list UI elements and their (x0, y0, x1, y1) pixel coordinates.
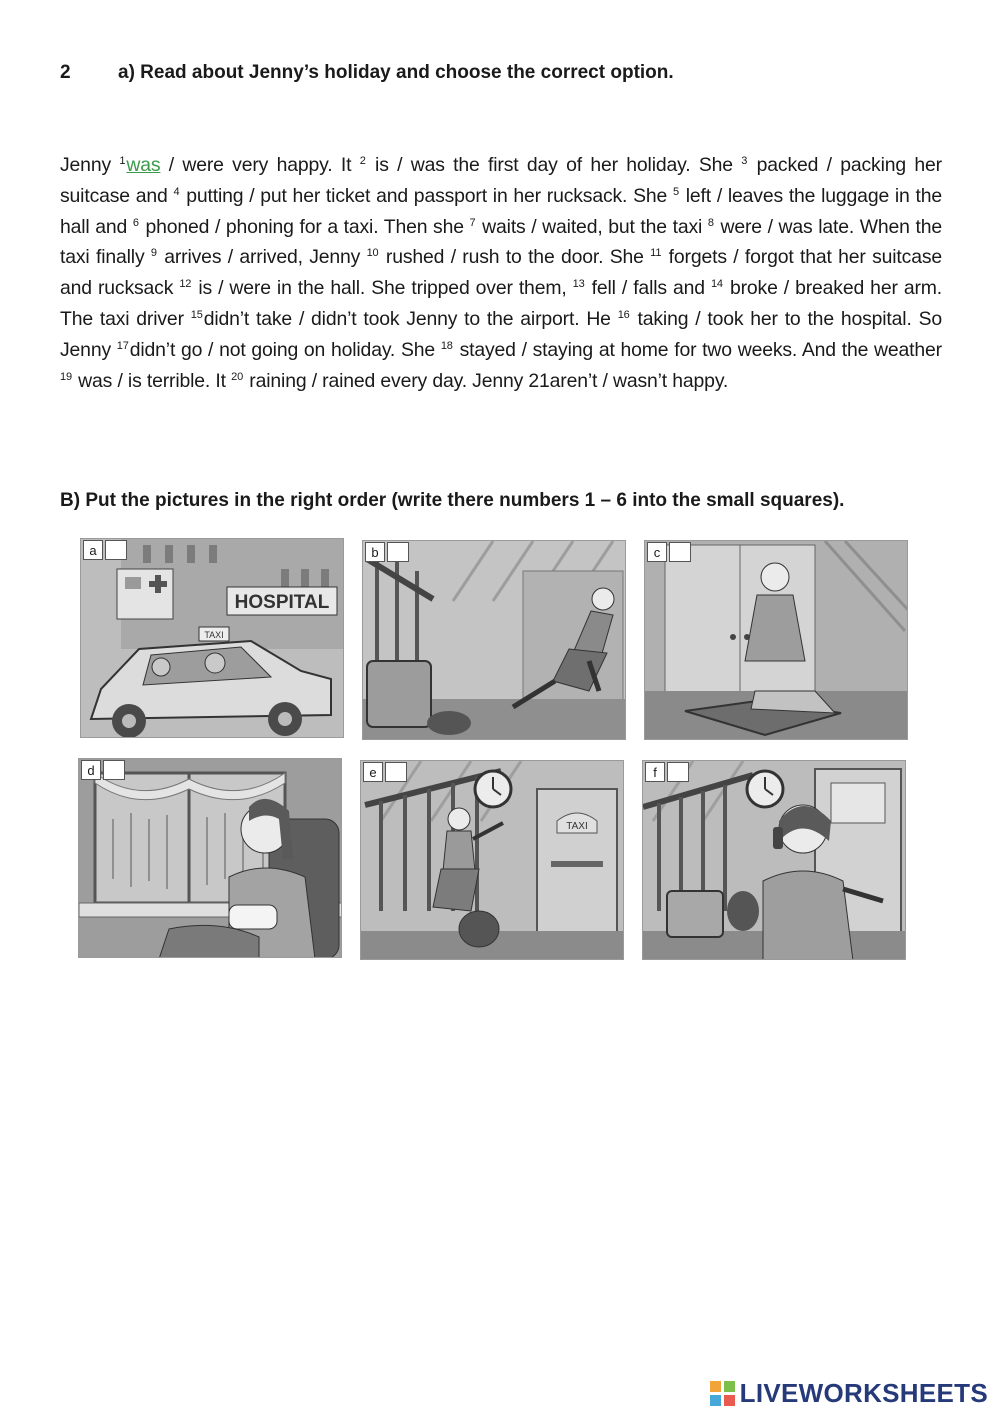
question-number: 16 (617, 308, 630, 321)
question-number: 5 (672, 185, 679, 198)
passage-text: is / was the first day of her holiday. She (366, 154, 742, 176)
picture-a-label: a (83, 540, 103, 560)
passage-text: broke / breaked her arm. The taxi driver (60, 277, 942, 330)
question-number: 11 (650, 247, 662, 260)
liveworksheets-logo (710, 1378, 988, 1409)
passage-text: is / were in the hall. She tripped over them, (192, 277, 573, 300)
reading-passage (60, 150, 942, 396)
passage-text: were / was late. When the taxi finally (60, 215, 942, 269)
picture-a (80, 538, 344, 738)
passage-text: left / leaves the luggage in the hall and (60, 184, 942, 238)
question-number: 17 (116, 339, 129, 352)
girl-tripping-illustration (363, 541, 626, 740)
question-number: 9 (150, 247, 157, 260)
passage-text: raining / rained every day. Jenny 21aren’t / wasn’t happy. (244, 369, 729, 392)
picture-e (360, 760, 624, 960)
question-number: 12 (179, 278, 192, 291)
passage-text: forgets / forgot that her suitcase and rucksack (60, 246, 943, 300)
passage-text: / were very happy. It (160, 154, 360, 176)
passage-text: didn’t take / didn’t took Jenny to the airport. He (203, 307, 618, 330)
picture-d (78, 758, 342, 958)
svg-text:TAXI: TAXI (204, 630, 224, 640)
girl-phoning-illustration (643, 761, 906, 960)
question-number: 18 (440, 339, 453, 352)
picture-f-answer-box[interactable] (667, 762, 689, 782)
section-b-instruction: B) Put the pictures in the right order (write there numbers 1 – 6 into the small squares). (60, 490, 845, 511)
section-a-instruction: a) Read about Jenny’s holiday and choose the correct option. (118, 62, 674, 83)
passage-text: fell / falls and (585, 277, 711, 300)
picture-e-answer-box[interactable] (385, 762, 407, 782)
passage-text: rushed / rush to the door. She (379, 246, 651, 269)
passage-text: waits / waited, but the taxi (476, 215, 708, 238)
passage-text: didn’t go / not going on holiday. She (129, 338, 441, 361)
exercise-number: 2 (60, 62, 71, 83)
example-answer: was (126, 154, 161, 176)
picture-b-answer-box[interactable] (387, 542, 409, 562)
question-number: 15 (190, 308, 203, 321)
passage-text: was / is terrible. It (72, 369, 232, 392)
question-number: 10 (366, 247, 379, 260)
passage-text: Jenny (60, 154, 120, 176)
picture-f (642, 760, 906, 960)
picture-c (644, 540, 908, 740)
picture-b-label: b (365, 542, 385, 562)
picture-c-answer-box[interactable] (669, 542, 691, 562)
girl-rushing-door-illustration (361, 761, 624, 960)
passage-text: phoned / phoning for a taxi. Then she (139, 215, 470, 238)
section-a-heading (60, 62, 674, 84)
question-number: 19 (60, 370, 72, 383)
logo-squares-icon (710, 1381, 736, 1407)
question-number: 8 (707, 216, 714, 229)
question-number: 4 (173, 185, 180, 198)
picture-f-label: f (645, 762, 665, 782)
question-number: 7 (469, 216, 476, 229)
girl-packing-illustration (645, 541, 908, 740)
svg-text:TAXI: TAXI (566, 821, 588, 832)
question-number: 14 (710, 278, 723, 291)
picture-d-label: d (81, 760, 101, 780)
svg-text:HOSPITAL: HOSPITAL (234, 592, 330, 613)
passage-text: arrives / arrived, Jenny (157, 246, 367, 269)
logo-text: LIVEWORKSHEETS (739, 1378, 988, 1408)
picture-d-answer-box[interactable] (103, 760, 125, 780)
passage-text: putting / put her ticket and passport in her rucksack. She (180, 184, 673, 207)
picture-e-label: e (363, 762, 383, 782)
question-number: 1 (119, 155, 126, 167)
passage-text: taking / took her to the hospital. So Jenny (60, 307, 942, 361)
passage-text: stayed / staying at home for two weeks. And the weather (453, 338, 942, 361)
taxi-hospital-illustration (81, 539, 344, 738)
question-number: 13 (572, 278, 585, 291)
question-number: 2 (359, 155, 366, 167)
question-number: 6 (132, 216, 139, 229)
question-number: 20 (231, 370, 244, 383)
passage-text: packed / packing her suitcase and (60, 154, 942, 207)
picture-b (362, 540, 626, 740)
question-number: 3 (741, 155, 748, 167)
girl-broken-arm-rain-illustration (79, 759, 342, 958)
picture-c-label: c (647, 542, 667, 562)
picture-a-answer-box[interactable] (105, 540, 127, 560)
